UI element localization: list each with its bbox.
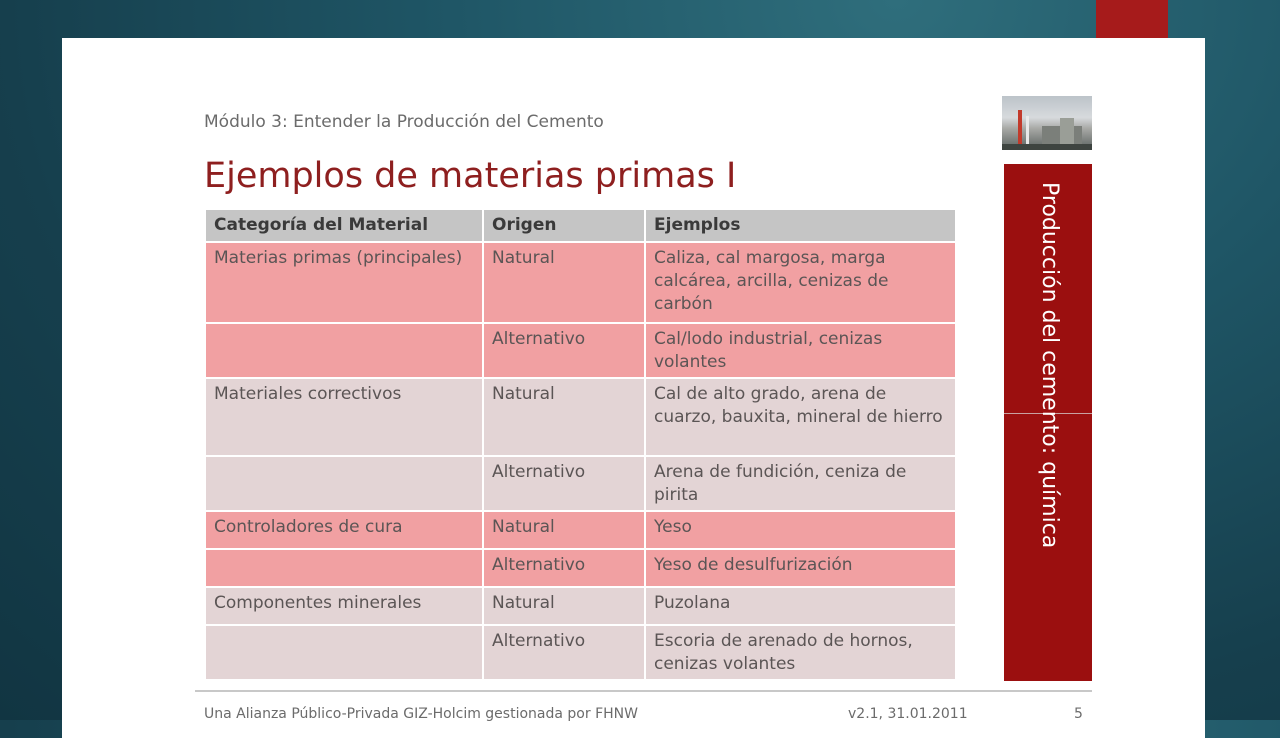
cell-origin: Natural <box>483 242 645 323</box>
cell-category: Controladores de cura <box>205 511 483 549</box>
footer-partnership: Una Alianza Público-Privada GIZ-Holcim gestionada por FHNW <box>204 706 638 722</box>
table-header-row <box>205 209 956 242</box>
cell-examples: Yeso <box>645 511 956 549</box>
table-row <box>205 625 956 680</box>
footer-divider <box>195 690 1092 692</box>
table-row <box>205 378 956 456</box>
cell-origin: Natural <box>483 587 645 625</box>
table-row <box>205 242 956 323</box>
table-row <box>205 456 956 511</box>
table-row <box>205 549 956 587</box>
cell-origin: Alternativo <box>483 625 645 680</box>
cell-category: Materiales correctivos <box>205 378 483 456</box>
ground-shape <box>1002 144 1092 150</box>
footer-version: v2.1, 31.01.2011 <box>848 706 968 722</box>
materials-table <box>204 208 957 681</box>
header-examples: Ejemplos <box>645 209 956 242</box>
module-title: Módulo 3: Entender la Producción del Cemento <box>204 112 604 132</box>
cell-origin: Natural <box>483 378 645 456</box>
header-category: Categoría del Material <box>205 209 483 242</box>
cell-examples: Cal/lodo industrial, cenizas volantes <box>645 323 956 378</box>
side-banner-text: Producción del cemento: química <box>1037 182 1062 549</box>
cell-examples: Arena de fundición, ceniza de pirita <box>645 456 956 511</box>
cell-origin: Alternativo <box>483 323 645 378</box>
table-row <box>205 511 956 549</box>
slide <box>62 38 1205 738</box>
accent-tab <box>1096 0 1168 38</box>
table-row <box>205 323 956 378</box>
cell-category: Materias primas (principales) <box>205 242 483 323</box>
header-origin: Origen <box>483 209 645 242</box>
cell-origin: Alternativo <box>483 456 645 511</box>
cell-examples: Yeso de desulfurización <box>645 549 956 587</box>
table-row <box>205 587 956 625</box>
cell-category <box>205 456 483 511</box>
slide-title: Ejemplos de materias primas I <box>204 156 737 196</box>
cement-plant-photo <box>1002 96 1092 150</box>
cell-origin: Alternativo <box>483 549 645 587</box>
cell-category <box>205 625 483 680</box>
cell-examples: Escoria de arenado de hornos, cenizas volantes <box>645 625 956 680</box>
cell-category <box>205 549 483 587</box>
cell-examples: Puzolana <box>645 587 956 625</box>
cell-category: Componentes minerales <box>205 587 483 625</box>
cell-examples: Cal de alto grado, arena de cuarzo, bauxita, mineral de hierro <box>645 378 956 456</box>
side-banner <box>1004 164 1092 681</box>
footer-page-number: 5 <box>1074 706 1083 722</box>
cell-category <box>205 323 483 378</box>
cell-origin: Natural <box>483 511 645 549</box>
cell-examples: Caliza, cal margosa, marga calcárea, arcilla, cenizas de carbón <box>645 242 956 323</box>
